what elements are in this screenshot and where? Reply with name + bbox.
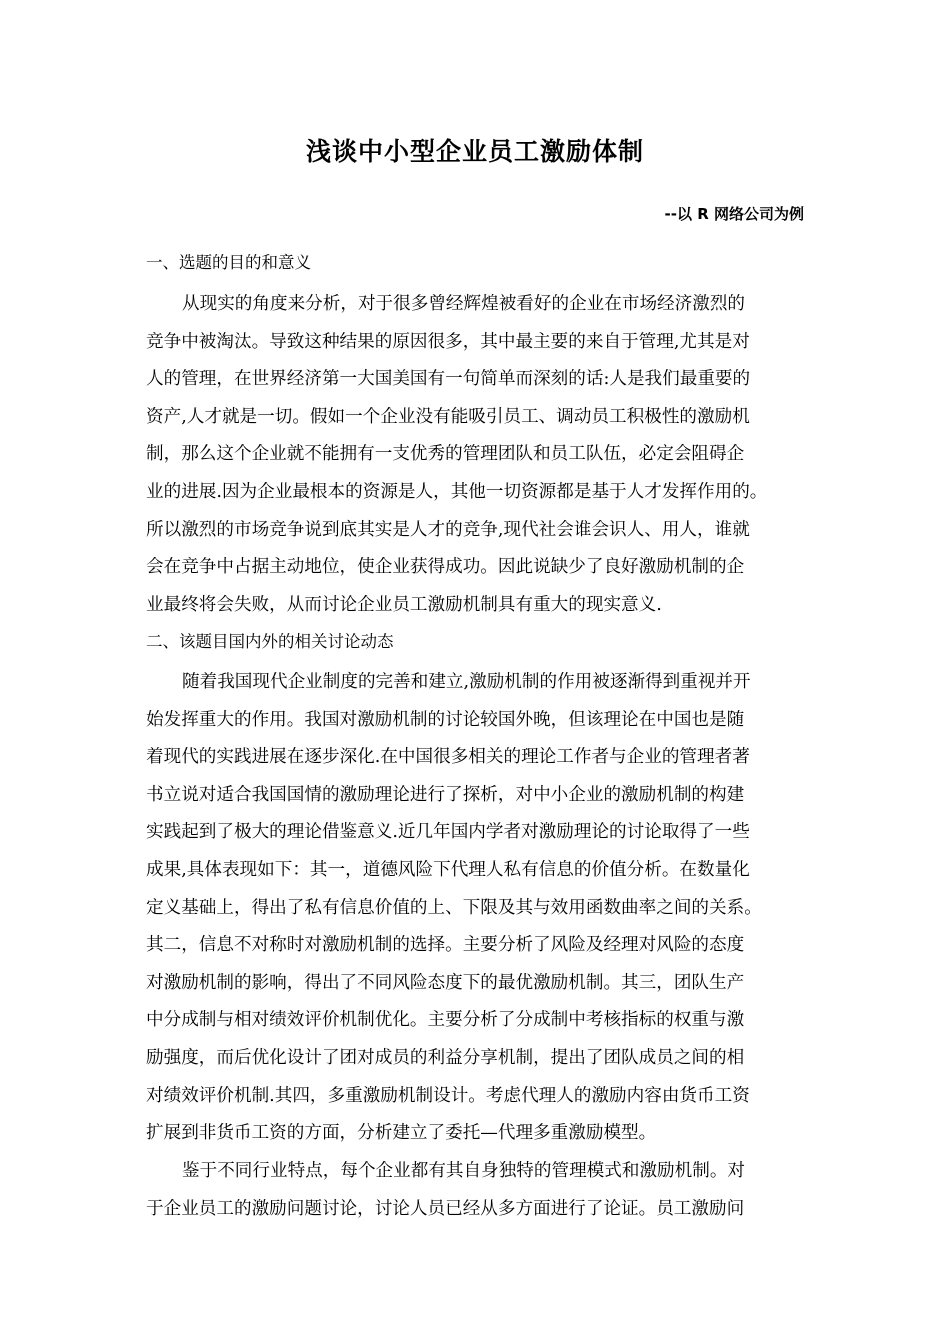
paragraph-line: 业最终将会失败，从而讨论企业员工激励机制具有重大的现实意义.	[146, 594, 662, 615]
paragraph-line: 扩展到非货币工资的方面，分析建立了委托—代理多重激励模型。	[146, 1123, 657, 1144]
paragraph-line: 着现代的实践进展在逐步深化.在中国很多相关的理论工作者与企业的管理者著	[146, 747, 750, 768]
paragraph-line: 对激励机制的影响，得出了不同风险态度下的最优激励机制。其三，团队生产	[146, 972, 745, 993]
paragraph-line: 资产,人才就是一切。假如一个企业没有能吸引员工、调动员工积极性的激励机	[146, 406, 750, 427]
paragraph-line: 从现实的角度来分析，对于很多曾经辉煌被看好的企业在市场经济激烈的	[182, 294, 746, 314]
paragraph-line: 书立说对适合我国国情的激励理论进行了探析，对中小企业的激励机制的构建	[146, 784, 745, 805]
paragraph-line: 励强度，而后优化设计了团对成员的利益分享机制，提出了团队成员之间的相	[146, 1047, 745, 1068]
paragraph-line: 竞争中被淘汰。导致这种结果的原因很多，其中最主要的来自于管理,尤其是对	[146, 331, 750, 352]
paragraph-line: 于企业员工的激励问题讨论，讨论人员已经从多方面进行了论证。员工激励问	[146, 1198, 745, 1219]
paragraph-line: 始发挥重大的作用。我国对激励机制的讨论较国外晚，但该理论在中国也是随	[146, 709, 745, 730]
paragraph-line: 随着我国现代企业制度的完善和建立,激励机制的作用被逐渐得到重视并开	[182, 672, 751, 692]
paragraph-line: 制，那么这个企业就不能拥有一支优秀的管理团队和员工队伍，必定会阻碍企	[146, 444, 745, 465]
paragraph-line: 对绩效评价机制.其四，多重激励机制设计。考虑代理人的激励内容由货币工资	[146, 1085, 750, 1106]
paragraph-line: 鉴于不同行业特点，每个企业都有其自身独特的管理模式和激励机制。对	[182, 1161, 746, 1181]
paragraph-line: 会在竞争中占据主动地位，使企业获得成功。因此说缺少了良好激励机制的企	[146, 557, 745, 578]
paragraph-2	[146, 664, 816, 1153]
paragraph-line: 其二，信息不对称时对激励机制的选择。主要分析了风险及经理对风险的态度	[146, 935, 745, 956]
paragraph-line: 成果,具体表现如下：其一，道德风险下代理人私有信息的价值分析。在数量化	[146, 859, 750, 880]
paragraph-line: 人的管理，在世界经济第一大国美国有一句简单而深刻的话:人是我们最重要的	[146, 369, 751, 390]
section-heading-2: 二、该题目国内外的相关讨论动态	[146, 632, 394, 651]
document-title: 浅谈中小型企业员工激励体制	[305, 137, 644, 166]
paragraph-line: 实践起到了极大的理论借鉴意义.近几年国内学者对激励理论的讨论取得了一些	[146, 822, 750, 843]
paragraph-line: 业的进展.因为企业最根本的资源是人，其他一切资源都是基于人才发挥作用的。	[146, 481, 768, 502]
paragraph-line: 所以激烈的市场竞争说到底其实是人才的竞争,现代社会谁会识人、用人，谁就	[146, 519, 750, 540]
paragraph-line: 定义基础上，得出了私有信息价值的上、下限及其与效用函数曲率之间的关系。	[146, 897, 762, 918]
paragraph-3	[146, 1153, 816, 1228]
paragraph-1	[146, 286, 816, 624]
paragraph-line: 中分成制与相对绩效评价机制优化。主要分析了分成制中考核指标的权重与激	[146, 1010, 745, 1031]
document-subtitle: --以 R 网络公司为例	[664, 205, 804, 223]
section-heading-1: 一、选题的目的和意义	[146, 253, 311, 272]
